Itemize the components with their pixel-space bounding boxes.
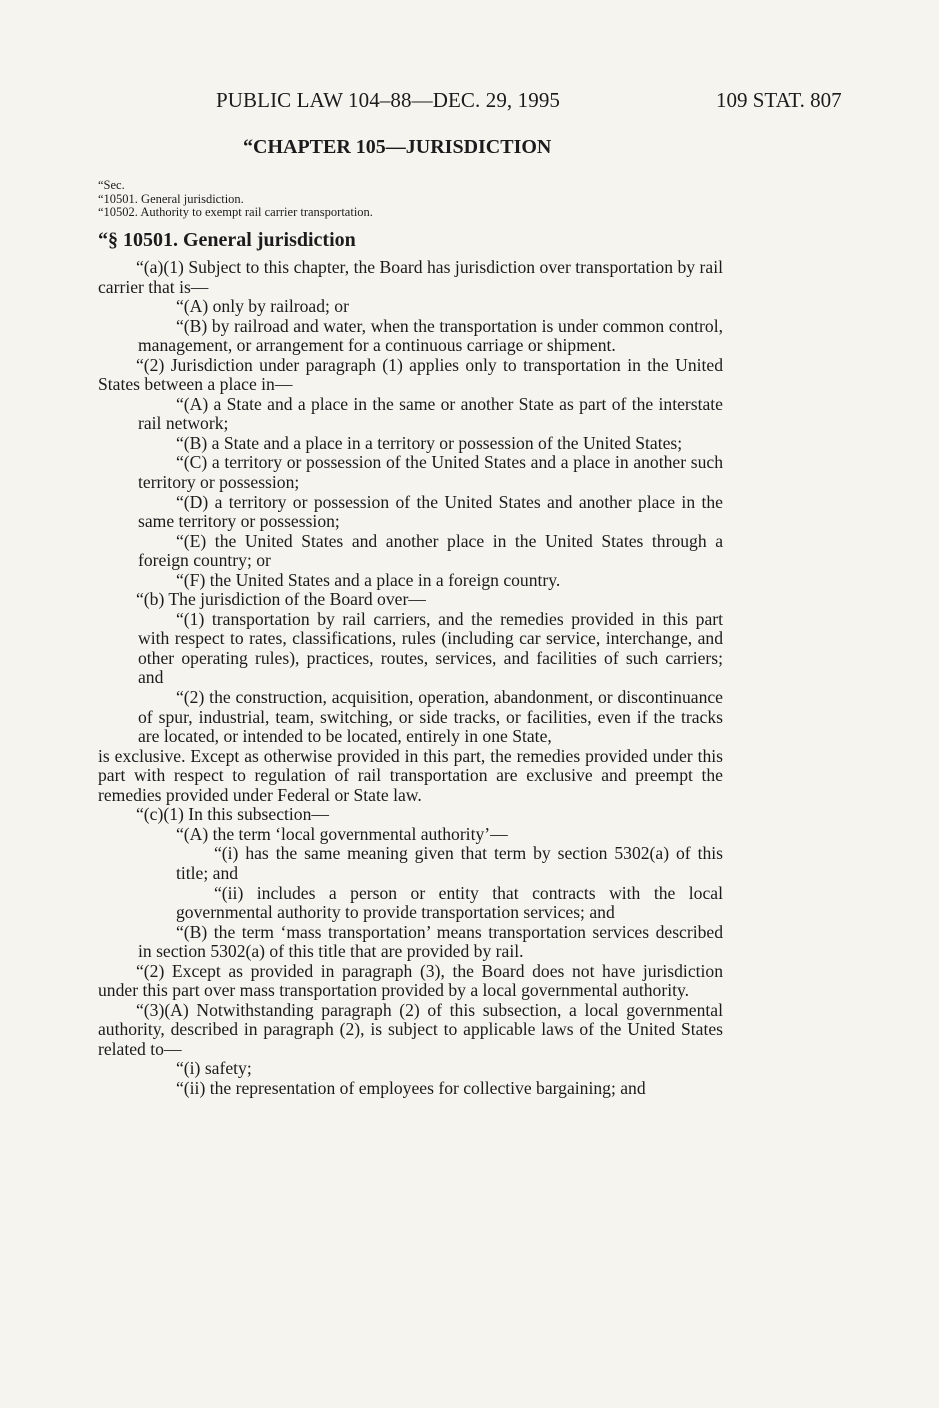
subparagraph-a-2-B: “(B) a State and a place in a territory or possession of the United States; bbox=[176, 432, 683, 453]
running-header-page-number: 109 STAT. 807 bbox=[716, 88, 842, 112]
section-heading: “§ 10501. General jurisdiction bbox=[98, 229, 356, 251]
subparagraph-a-2-E: “(E) the United States and another place in the United States through a foreign country; or bbox=[138, 530, 723, 571]
toc-label: “Sec. bbox=[98, 178, 125, 192]
section-body bbox=[98, 258, 723, 1099]
paragraph-a-1: “(a)(1) Subject to this chapter, the Board has jurisdiction over transportation by rail carrier that is— bbox=[98, 257, 723, 297]
subsection-b: “(b) The jurisdiction of the Board over— bbox=[136, 589, 426, 610]
toc-entry: “10502. Authority to exempt rail carrier transportation. bbox=[98, 205, 373, 219]
subparagraph-a-2-F: “(F) the United States and a place in a foreign country. bbox=[176, 569, 561, 590]
subparagraph-a-1-A: “(A) only by railroad; or bbox=[176, 296, 349, 317]
paragraph-c-1: “(c)(1) In this subsection— bbox=[136, 804, 329, 825]
clause-c-3-A-i: “(i) safety; bbox=[176, 1058, 252, 1079]
clause-c-1-A-ii: “(ii) includes a person or entity that contracts with the local governmental authority to provide transportation services; and bbox=[176, 882, 723, 923]
running-header-title: PUBLIC LAW 104–88—DEC. 29, 1995 bbox=[216, 88, 561, 112]
subparagraph-a-2-D: “(D) a territory or possession of the United States and another place in the same territory or possession; bbox=[138, 491, 723, 532]
chapter-title: “CHAPTER 105—JURISDICTION bbox=[243, 136, 552, 158]
subparagraph-c-1-A: “(A) the term ‘local governmental authority’— bbox=[176, 823, 508, 844]
paragraph-c-2: “(2) Except as provided in paragraph (3), the Board does not have jurisdiction under this part over mass transportation provided by a local governmental authority. bbox=[98, 960, 723, 1001]
subparagraph-c-1-B: “(B) the term ‘mass transportation’ means transportation services described in section 5302(a) of this title that are provided by rail. bbox=[138, 921, 723, 962]
paragraph-a-2: “(2) Jurisdiction under paragraph (1) applies only to transportation in the United States between a place in— bbox=[98, 354, 723, 395]
section-table-of-contents bbox=[98, 179, 373, 220]
paragraph-b-2: “(2) the construction, acquisition, operation, abandonment, or discontinuance of spur, industrial, team, switching, or side tracks, or facilities, even if the tracks are located, or intended to be located, entirely in one State, bbox=[138, 687, 723, 747]
subsection-b-flush-text: is exclusive. Except as otherwise provided in this part, the remedies provided under this part with respect to regulation of rail transportation are exclusive and preempt the remedies provided under Federal or State law. bbox=[98, 745, 723, 805]
subparagraph-a-2-C: “(C) a territory or possession of the United States and a place in another such territory or possession; bbox=[138, 452, 723, 493]
paragraph-b-1: “(1) transportation by rail carriers, and the remedies provided in this part with respect to rates, classifications, rules (including car service, interchange, and other operating rules), practices, routes, services, and facilities of such carriers; and bbox=[138, 608, 723, 688]
subparagraph-a-1-B: “(B) by railroad and water, when the transportation is under common control, management, or arrangement for a continuous carriage or shipment. bbox=[138, 315, 723, 356]
clause-c-1-A-i: “(i) has the same meaning given that term by section 5302(a) of this title; and bbox=[176, 843, 723, 883]
toc-entry: “10501. General jurisdiction. bbox=[98, 191, 244, 206]
subparagraph-a-2-A: “(A) a State and a place in the same or another State as part of the interstate rail network; bbox=[138, 393, 723, 434]
paragraph-c-3-A: “(3)(A) Notwithstanding paragraph (2) of this subsection, a local governmental authority, described in paragraph (2), is subject to applicable laws of the United States related to— bbox=[98, 999, 723, 1059]
clause-c-3-A-ii: “(ii) the representation of employees for collective bargaining; and bbox=[176, 1077, 646, 1098]
